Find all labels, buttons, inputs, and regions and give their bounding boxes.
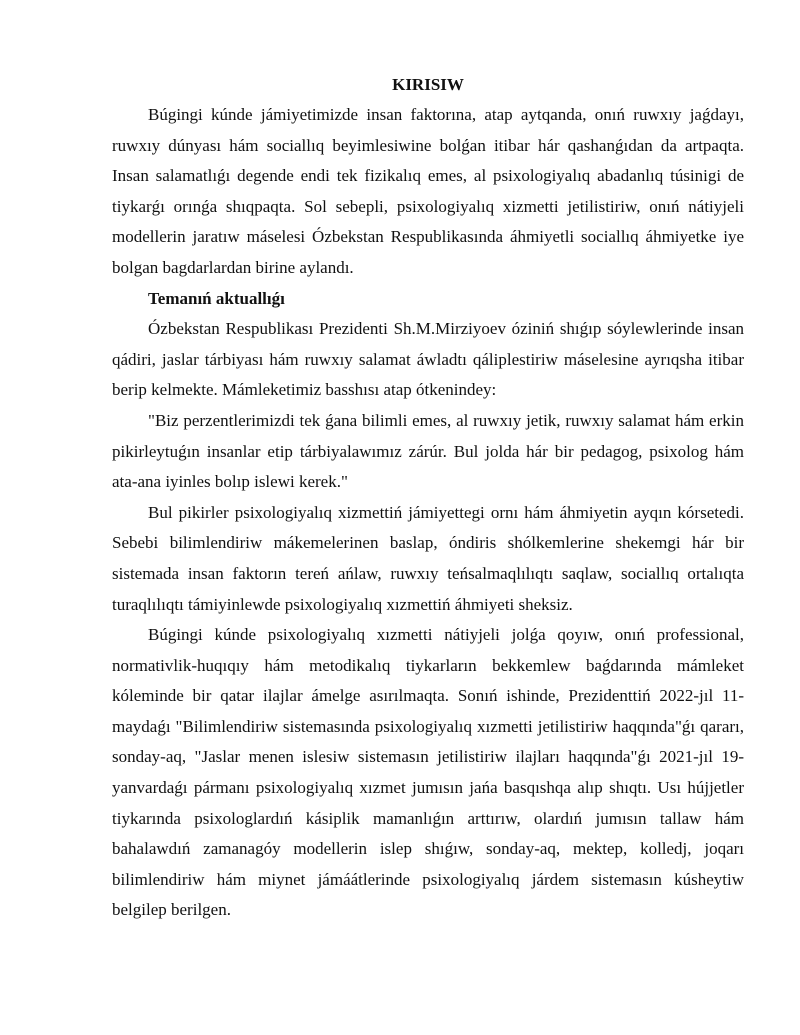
president-paragraph: Ózbekstan Respublikası Prezidenti Sh.M.Mirziyoev óziniń shıǵıp sóylewlerinde insan qádiri, jaslar tárbiyası hám ruwxıy salamat áwladtı qáliplestiriw máselesine ayrıqsha itibar berip kelmekte. Mámleketimiz basshısı atap ótkenindey:	[112, 319, 744, 400]
intro-paragraph: Búgingi kúnde jámiyetimizde insan faktorına, atap aytqanda, onıń ruwxıy jaǵdayı, ruwxıy dúnyası hám sociallıq beyimlesiwine bolǵan itibar hár qashanǵıdan da artpaqta. Insan salamatlıǵı degende endi tek fizikalıq emes, al psixologiyalıq abadanlıq túsinigi de tiykarǵı orınǵa shıqpaqta. Sol sebepli, psixologiyalıq xizmetti jetilistiriw, onıń nátiyjeli modellerin jaratıw máselesi Ózbekstan Respublikasında áhmiyetli sociallıq áhmiyetke iye bolgan bagdarlardan birine aylandı.	[112, 105, 744, 277]
document-title: KIRISIW	[392, 75, 464, 94]
importance-paragraph: Bul pikirler psixologiyalıq xizmettiń jámiyettegi ornı hám áhmiyetin ayqın kórsetedi. Sebebi bilimlendiriw mákemelerinen baslap, óndiris shólkemlerine shekemgi hár bir sistemada insan faktorın tereń ańlaw, ruwxıy teńsalmaqlılıqtı saqlaw, sociallıq ortalıqta turaqlılıqtı támiyinlewde psixologiyalıq xızmettiń áhmiyeti sheksiz.	[112, 502, 744, 614]
measures-paragraph: Búgingi kúnde psixologiyalıq xızmetti nátiyjeli jolǵa qoyıw, onıń professional, normativlik-huqıqıy hám metodikalıq tiykarların bekkemlew baǵdarında mámleket kóleminde bir qatar ilajlar ámelge asırılmaqta. Sonıń ishinde, Prezidenttiń 2022-jıl 11-maydaǵı "Bilimlendiriw sistemasında psixologiyalıq xızmetti jetilistiriw haqqında"ǵı qararı, sonday-aq, "Jaslar menen islesiw sistemasın jetilistiriw ilajları haqqında"ǵı 2021-jıl 19-yanvardaǵı pármanı psixologiyalıq xızmet jumısın jańa basqıshqa alıp shıqtı. Usı hújjetler tiykarında psixologlardıń kásiplik mamanlıǵın arttırıw, olardıń jumısın tallaw hám bahalawdıń zamanagóy modellerin islep shıǵıw, sonday-aq, mektep, kolledj, joqarı bilimlendiriw hám miynet jámáátlerinde psixologiyalıq járdem sistemasın kúsheytiw belgilep berilgen.	[112, 625, 744, 920]
section-heading: Temanıń aktuallıǵı	[148, 288, 285, 308]
document-page	[112, 70, 744, 926]
quote-paragraph: "Biz perzentlerimizdi tek ǵana bilimli emes, al ruwxıy jetik, ruwxıy salamat hám erkin pikirleytuǵın insanlar etip tárbiyalawımız zárúr. Bul jolda hár bir pedagog, psixolog hám ata-ana iyinles bolıp islewi kerek."	[112, 410, 744, 492]
